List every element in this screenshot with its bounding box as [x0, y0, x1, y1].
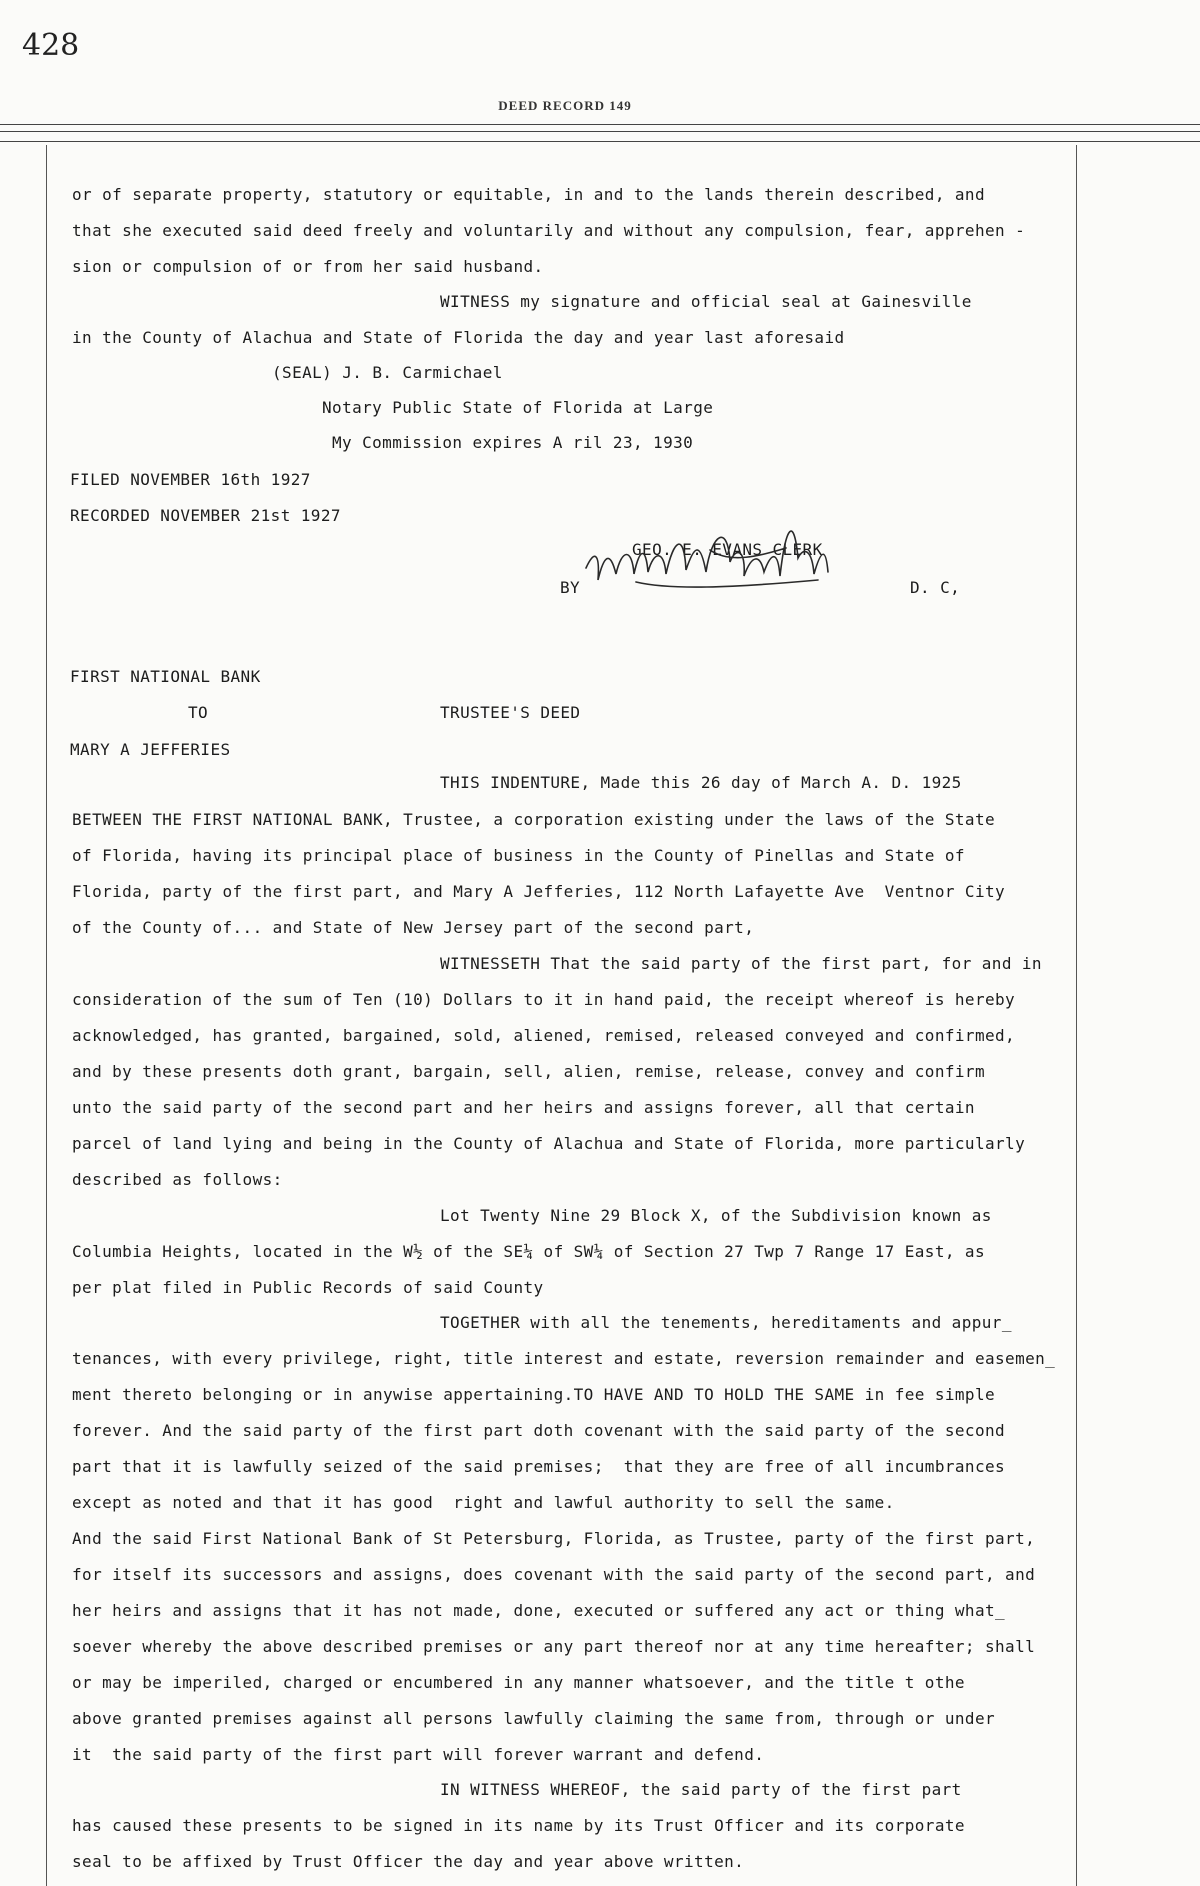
- text-line: part that it is lawfully seized of the said premises; that they are free of all incumbrances: [72, 1457, 1006, 1476]
- notary-title-line: Notary Public State of Florida at Large: [322, 398, 714, 417]
- text-line: And the said First National Bank of St Petersburg, Florida, as Trustee, party of the first part,: [72, 1529, 1036, 1548]
- filed-date: FILED NOVEMBER 16th 1927: [70, 470, 311, 489]
- text-line: soever whereby the above described premises or any part thereof nor at any time hereafter; shall: [72, 1637, 1036, 1656]
- deed-title: TRUSTEE'S DEED: [440, 703, 581, 722]
- notary-commission-line: My Commission expires A ril 23, 1930: [332, 433, 694, 452]
- text-line: has caused these presents to be signed in its name by its Trust Officer and its corporate: [72, 1816, 965, 1835]
- text-line: unto the said party of the second part and her heirs and assigns forever, all that certain: [72, 1098, 975, 1117]
- header-rule-secondary: [0, 131, 1200, 132]
- record-header: DEED RECORD 149: [498, 98, 632, 113]
- text-line: her heirs and assigns that it has not made, done, executed or suffered any act or thing what_: [72, 1601, 1006, 1620]
- text-line: IN WITNESS WHEREOF, the said party of the first part: [440, 1780, 962, 1799]
- text-line: described as follows:: [72, 1170, 283, 1189]
- text-line: seal to be affixed by Trust Officer the day and year above written.: [72, 1852, 745, 1871]
- text-line: WITNESSETH That the said party of the first part, for and in: [440, 954, 1042, 973]
- recorded-date: RECORDED NOVEMBER 21st 1927: [70, 506, 341, 525]
- page-number: 428: [22, 28, 80, 63]
- text-line: Columbia Heights, located in the W½ of the SE¼ of SW¼ of Section 27 Twp 7 Range 17 East, as: [72, 1242, 985, 1261]
- text-line: and by these presents doth grant, bargain, sell, alien, remise, release, convey and confirm: [72, 1062, 985, 1081]
- text-line: consideration of the sum of Ten (10) Dollars to it in hand paid, the receipt whereof is hereby: [72, 990, 1016, 1009]
- grantee-name: MARY A JEFFERIES: [70, 740, 231, 759]
- header-rule: [0, 124, 1200, 125]
- notary-seal-line: (SEAL) J. B. Carmichael: [272, 363, 503, 382]
- text-line: it the said party of the first part will forever warrant and defend.: [72, 1745, 765, 1764]
- text-line: Lot Twenty Nine 29 Block X, of the Subdivision known as: [440, 1206, 992, 1225]
- text-line: WITNESS my signature and official seal at Gainesville: [440, 292, 972, 311]
- text-line: acknowledged, has granted, bargained, sold, aliened, remised, released conveyed and confirmed,: [72, 1026, 1016, 1045]
- text-line: that she executed said deed freely and voluntarily and without any compulsion, fear, apprehen -: [72, 221, 1026, 240]
- text-line: ment thereto belonging or in anywise appertaining.TO HAVE AND TO HOLD THE SAME in fee simple: [72, 1385, 996, 1404]
- text-line: THIS INDENTURE, Made this 26 day of March A. D. 1925: [440, 773, 962, 792]
- grantor-name: FIRST NATIONAL BANK: [70, 667, 261, 686]
- text-line: above granted premises against all persons lawfully claiming the same from, through or under: [72, 1709, 996, 1728]
- text-line: parcel of land lying and being in the County of Alachua and State of Florida, more particularly: [72, 1134, 1026, 1153]
- right-margin-rule: [1076, 145, 1077, 1886]
- text-line: in the County of Alachua and State of Florida the day and year last aforesaid: [72, 328, 845, 347]
- text-line: sion or compulsion of or from her said husband.: [72, 257, 544, 276]
- left-margin-rule: [46, 145, 47, 1886]
- by-label: BY: [560, 578, 581, 597]
- deputy-clerk-signature: [560, 510, 890, 610]
- text-line: except as noted and that it has good right and lawful authority to sell the same.: [72, 1493, 895, 1512]
- text-line: of the County of... and State of New Jersey part of the second part,: [72, 918, 755, 937]
- text-line: BETWEEN THE FIRST NATIONAL BANK, Trustee, a corporation existing under the laws of the State: [72, 810, 996, 829]
- text-line: of Florida, having its principal place of business in the County of Pinellas and State of: [72, 846, 965, 865]
- text-line: forever. And the said party of the first part doth covenant with the said party of the second: [72, 1421, 1006, 1440]
- text-line: for itself its successors and assigns, does covenant with the said party of the second part, and: [72, 1565, 1036, 1584]
- text-line: TOGETHER with all the tenements, hereditaments and appur_: [440, 1313, 1012, 1332]
- clerk-name: GEO. E. EVANS CLERK: [632, 540, 823, 559]
- deputy-clerk-label: D. C,: [910, 578, 961, 597]
- text-line: or of separate property, statutory or equitable, in and to the lands therein described, and: [72, 185, 985, 204]
- text-line: Florida, party of the first part, and Mary A Jefferies, 112 North Lafayette Ave Ventnor City: [72, 882, 1006, 901]
- text-line: per plat filed in Public Records of said County: [72, 1278, 544, 1297]
- header-rule-tertiary: [0, 141, 1200, 142]
- text-line: or may be imperiled, charged or encumbered in any manner whatsoever, and the title t othe: [72, 1673, 965, 1692]
- text-line: tenances, with every privilege, right, title interest and estate, reversion remainder and easemen_: [72, 1349, 1056, 1368]
- to-label: TO: [188, 703, 209, 722]
